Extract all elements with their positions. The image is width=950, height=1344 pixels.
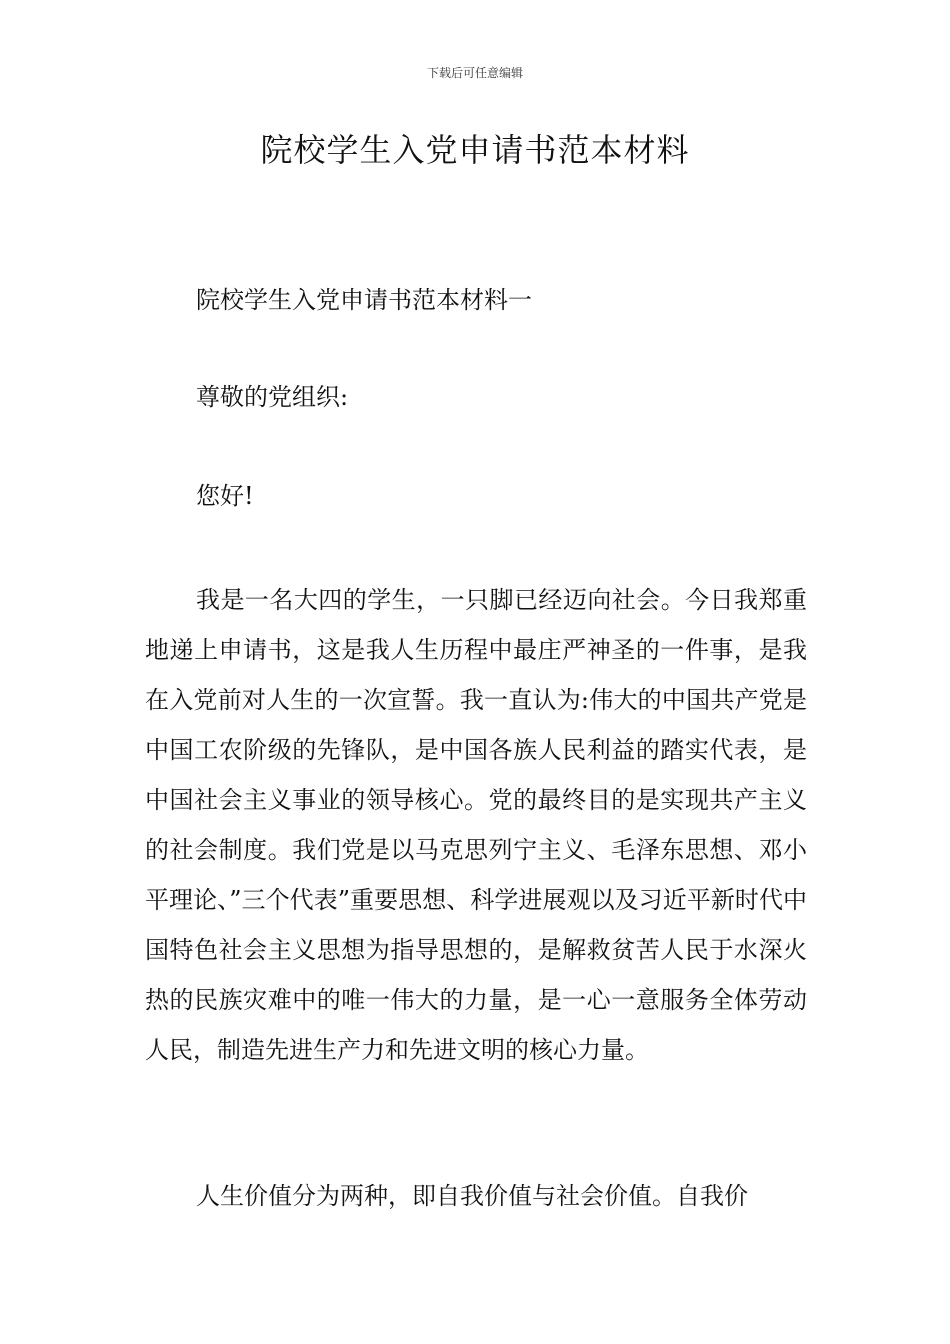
body-paragraph-2: 人生价值分为两种，即自我价值与社会价值。自我价 [196, 1182, 748, 1210]
header-note: 下载后可任意编辑 [426, 66, 523, 80]
greeting: 您好! [196, 482, 254, 510]
body-paragraph-1: 我是一名大四的学生，一只脚已经迈向社会。今日我郑重地递上申请书，这是我人生历程中最庄严神圣的一件事，是我在入党前对人生的一次宣誓。我一直认为:伟大的中国共产党是中国工农阶级的先锋队，是中国各族人民利益的踏实代表，是中国社会主义事业的领导核心。党的最终目的是实现共产主义的社会制度。我们党是以马克思列宁主义、毛泽东思想、邓小平理论、”三个代表”重要思想、科学进展观以及习近平新时代中国特色社会主义思想为指导思想的，是解救贫苦人民于水深火热的民族灾难中的唯一伟大的力量，是一心一意服务全体劳动人民，制造先进生产力和先进文明的核心力量。 [145, 586, 807, 1064]
document-title: 院校学生入党申请书范本材料 [260, 131, 690, 169]
document-subtitle: 院校学生入党申请书范本材料一 [196, 286, 532, 314]
salutation: 尊敬的党组织: [196, 383, 349, 411]
